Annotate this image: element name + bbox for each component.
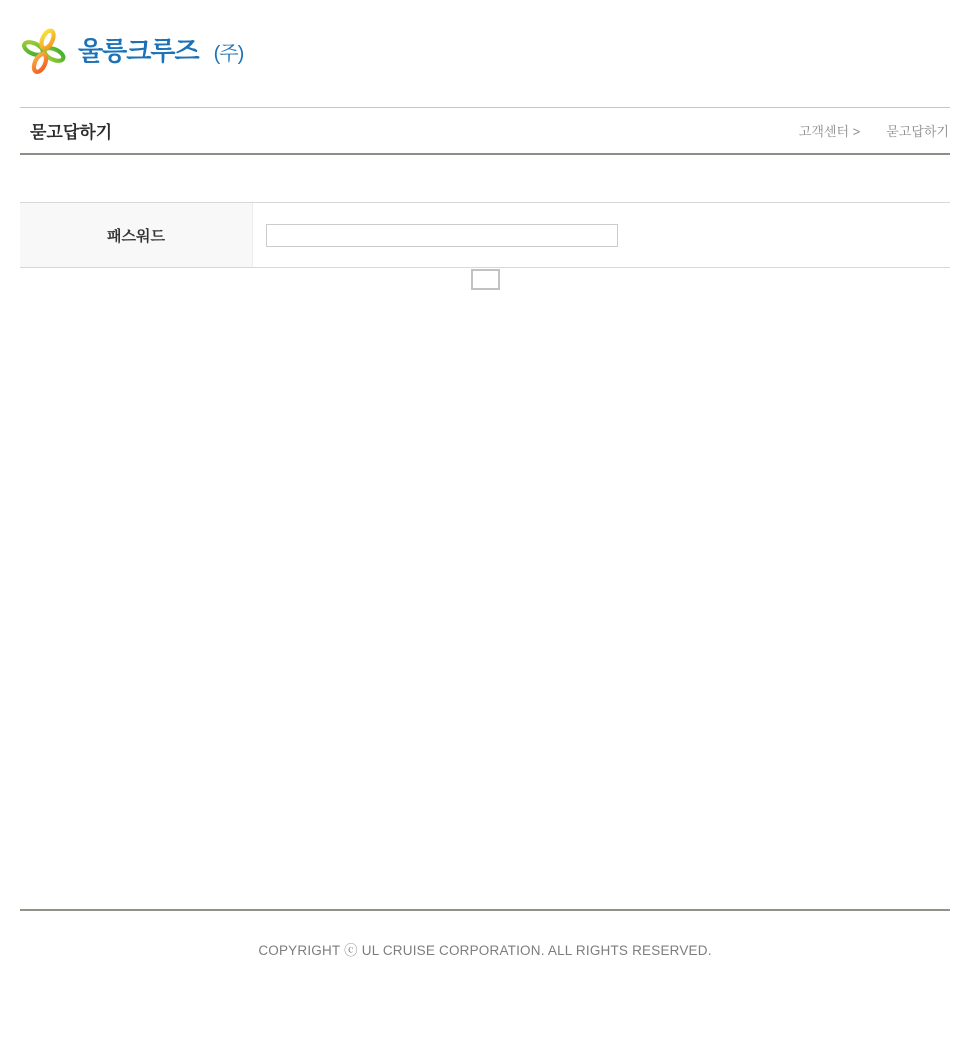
page-title: 묻고답하기 xyxy=(30,123,113,142)
flower-pinwheel-icon xyxy=(22,28,66,74)
logo-suffix: (주) xyxy=(213,42,244,65)
page-title-bar xyxy=(20,107,950,155)
password-form-table xyxy=(20,202,950,268)
submit-row xyxy=(0,269,970,290)
copyright-text: COPYRIGHT ⓒ UL CRUISE CORPORATION. ALL RIGHTS RESERVED. xyxy=(258,943,712,958)
site-logo[interactable] xyxy=(22,28,243,74)
submit-button[interactable] xyxy=(471,269,500,290)
password-label: 패스워드 xyxy=(20,203,253,267)
breadcrumb-item-qna[interactable]: 묻고답하기 xyxy=(886,124,949,139)
breadcrumb xyxy=(799,121,950,140)
site-footer xyxy=(20,909,950,959)
breadcrumb-item-customer-center[interactable]: 고객센터 > xyxy=(798,124,861,139)
password-input[interactable] xyxy=(266,224,618,247)
logo-text: 울릉크루즈 xyxy=(78,36,199,66)
site-header xyxy=(0,0,970,107)
password-value-cell xyxy=(253,203,950,267)
